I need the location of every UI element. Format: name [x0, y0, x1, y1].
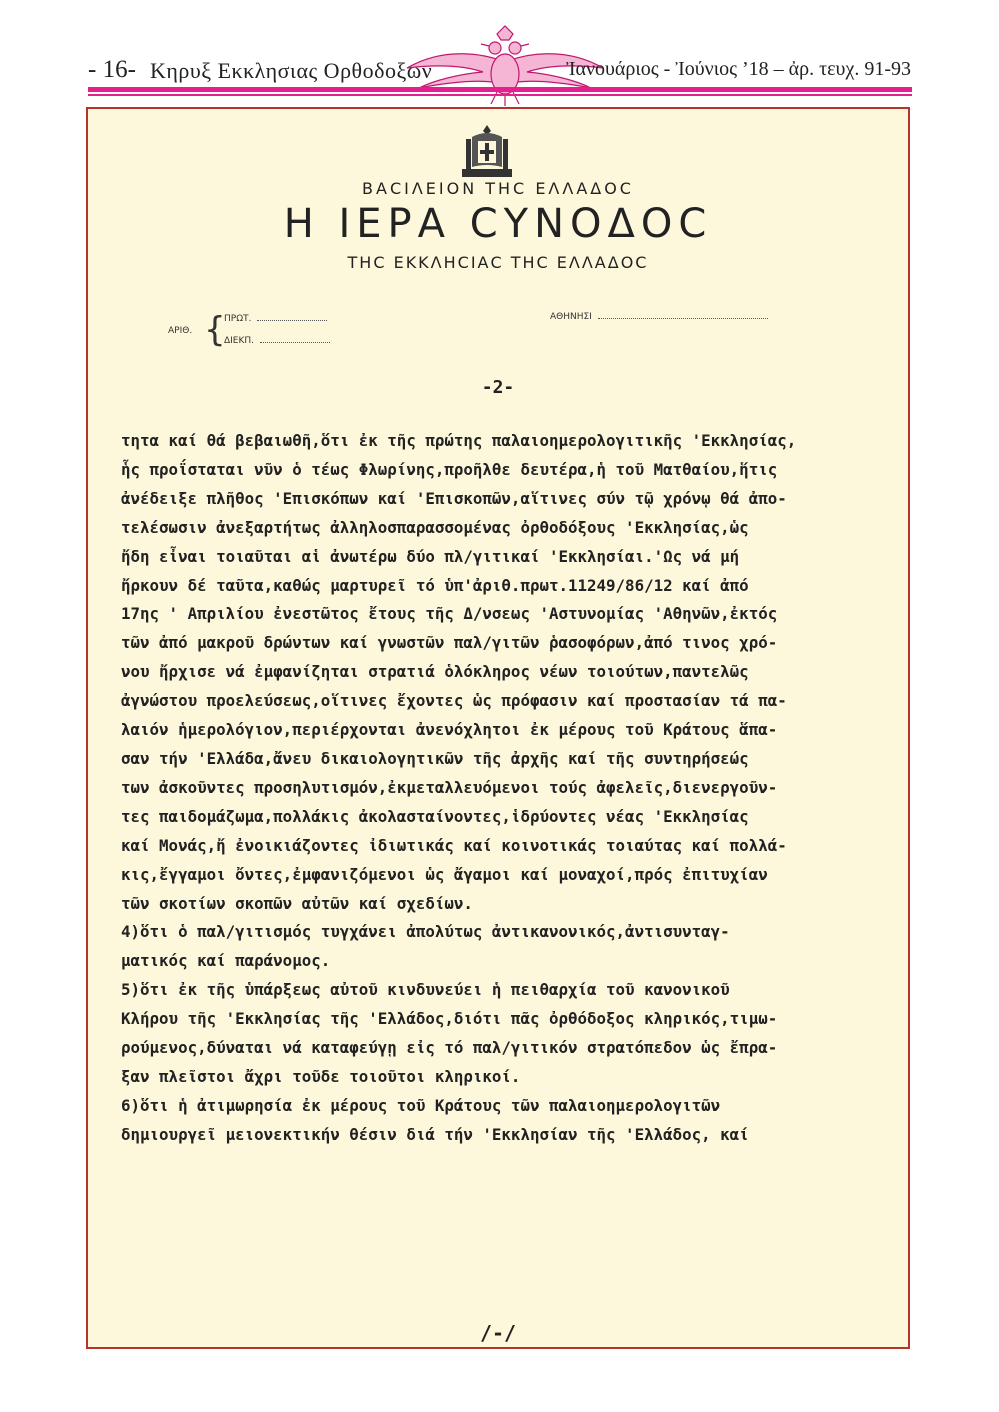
athens-label: ΑΘΗΝΗΣΙ	[550, 312, 592, 322]
body-line: ματικός καί παράνομος.	[121, 951, 331, 971]
body-line: λαιόν ἡμερολόγιον,περιέρχονται ἀνενόχλητοι ἐκ μέρους τοῦ Κράτους ἅπα-	[121, 720, 778, 740]
body-line: ἀγνώστου προελεύσεως,οἵτινες ἔχοντες ὡς πρόφασιν καί προστασίαν τά πα-	[121, 691, 787, 711]
body-line: ἤδη εἶναι τοιαῦται αἱ ἀνωτέρω δύο πλ/γιτικαί 'Εκκλησίαι.'Ως νά μή	[121, 546, 740, 566]
body-line: 6)ὅτι ἡ ἀτιμωρησία ἐκ μέρους τοῦ Κράτους τῶν παλαιοημερολογιτῶν	[121, 1095, 721, 1115]
body-line: 4)ὅτι ὁ παλ/γιτισμός τυγχάνει ἀπολύτως ἀντικανονικός,ἀντισυνταγ-	[121, 922, 730, 942]
body-line: των ἀσκοῦντες προσηλυτισμόν,ἐκμεταλλευόμενοι τούς ἀφελεῖς,διενεργοῦν-	[121, 777, 778, 797]
body-line: νου ἤρχισε νά ἐμφανίζηται στρατιά ὁλόκληρος νέων τοιούτων,παντελῶς	[121, 662, 749, 682]
header-rule-thin	[88, 94, 912, 96]
body-line: 17ης ' Απριλίου ἐνεστῶτος ἔτους τῆς Δ/νσεως 'Αστυνομίας 'Αθηνῶν,ἐκτός	[121, 604, 778, 624]
body-line: τῶν ἀπό μακροῦ δρώντων καί γνωστῶν παλ/γιτῶν ῥασοφόρων,ἀπό τινος χρό-	[121, 633, 778, 653]
issue-info: Ἰανουάριος - Ἰούνιος ’18 – ἀρ. τευχ. 91-93	[566, 58, 911, 80]
body-line: κις,ἔγγαμοι ὄντες,ἐμφανιζόμενοι ὡς ἄγαμοι καί μοναχοί,πρός ἐπιτυχίαν	[121, 864, 768, 884]
athens-field	[550, 312, 768, 322]
prot-field	[224, 314, 327, 324]
body-line: ξαν πλεῖστοι ἄχρι τοῦδε τοιοῦτοι κληρικοί.	[121, 1066, 521, 1086]
body-line: τῶν σκοτίων σκοπῶν αὐτῶν καί σχεδίων.	[121, 893, 473, 913]
body-line: ρούμενος,δύναται νά καταφεύγῃ εἰς τό παλ/γιτικόν στρατόπεδον ὡς ἔπρα-	[121, 1038, 778, 1058]
crest-icon	[456, 123, 518, 181]
kingdom-line: ΒΑCΙΛΕΙΟΝ ΤΗC ΕΛΛΑΔΟC	[362, 179, 634, 198]
body-line: τητα καί θά βεβαιωθῆ,ὅτι ἐκ τῆς πρώτης παλαιοημερολογιτικῆς 'Εκκλησίας,	[121, 431, 797, 450]
continuation-mark: /-/	[479, 1321, 517, 1345]
prot-dots	[257, 320, 327, 321]
scanned-letter	[86, 107, 910, 1349]
page-header	[0, 0, 999, 100]
body-line: ἧς προΐσταται νῦν ὁ τέως Φλωρίνης,προῆλθε δευτέρα,ἡ τοῦ Ματθαίου,ἥτις	[121, 459, 778, 479]
athens-dots	[598, 318, 768, 319]
magazine-title: Κηρυξ Εκκλησιας Ορθοδοξων	[150, 58, 433, 83]
body-line: 5)ὅτι ἐκ τῆς ὑπάρξεως αὐτοῦ κινδυνεύει ἡ πειθαρχία τοῦ κανονικοῦ	[121, 980, 730, 1000]
body-line: Κλήρου τῆς 'Εκκλησίας τῆς 'Ελλάδος,διότι πᾶς ὀρθόδοξος κληρικός,τιμω-	[121, 1009, 778, 1029]
body-line: καί Μονάς,ἤ ἐνοικιάζοντες ἰδιωτικάς καί κοινοτικάς τοιαύτας καί πολλά-	[121, 835, 787, 855]
letter-body	[121, 427, 891, 1150]
diekp-dots	[260, 342, 330, 343]
holy-synod-title: Η ΙΕΡΑ CΥΝΟΔΟC	[283, 201, 713, 247]
royal-crest	[456, 123, 518, 181]
church-line: ΤΗC ΕΚΚΛΗCΙΑC ΤΗC ΕΛΛΑΔΟC	[347, 253, 649, 272]
diekp-label: ΔΙΕΚΠ.	[224, 336, 255, 346]
body-line: ἀνέδειξε πλῆθος 'Επισκόπων καί 'Επισκοπῶν,αἵτινες σύν τῷ χρόνῳ θά ἀπο-	[121, 488, 787, 508]
body-line: δημιουργεῖ μειονεκτικήν θέσιν διά τήν 'Εκκλησίαν τῆς 'Ελλάδος, καί	[121, 1124, 749, 1144]
header-rule	[88, 87, 912, 92]
brace: {	[204, 310, 226, 350]
page-marker: -2-	[481, 377, 515, 398]
page-number: - 16-	[88, 56, 136, 83]
prot-label: ΠΡΩΤ.	[224, 314, 252, 324]
body-line: τες παιδομάζωμα,πολλάκις ἀκολασταίνοντες,ἱδρύοντες νέας 'Εκκλησίας	[121, 806, 749, 826]
body-line: ἤρκουν δέ ταῦτα,καθώς μαρτυρεῖ τό ὑπ'ἀριθ.πρωτ.11249/86/12 καί ἀπό	[121, 575, 749, 595]
diekp-field	[224, 336, 330, 346]
body-line: σαν τήν 'Ελλάδα,ἄνευ δικαιολογητικῶν τῆς ἀρχῆς καί τῆς συντηρήσεώς	[121, 748, 749, 768]
body-line: τελέσωσιν ἀνεξαρτήτως ἀλληλοσπαρασσομένας ὀρθοδόξους 'Εκκλησίας,ὡς	[121, 517, 749, 537]
arith-label: ΑΡΙΘ.	[168, 326, 193, 336]
